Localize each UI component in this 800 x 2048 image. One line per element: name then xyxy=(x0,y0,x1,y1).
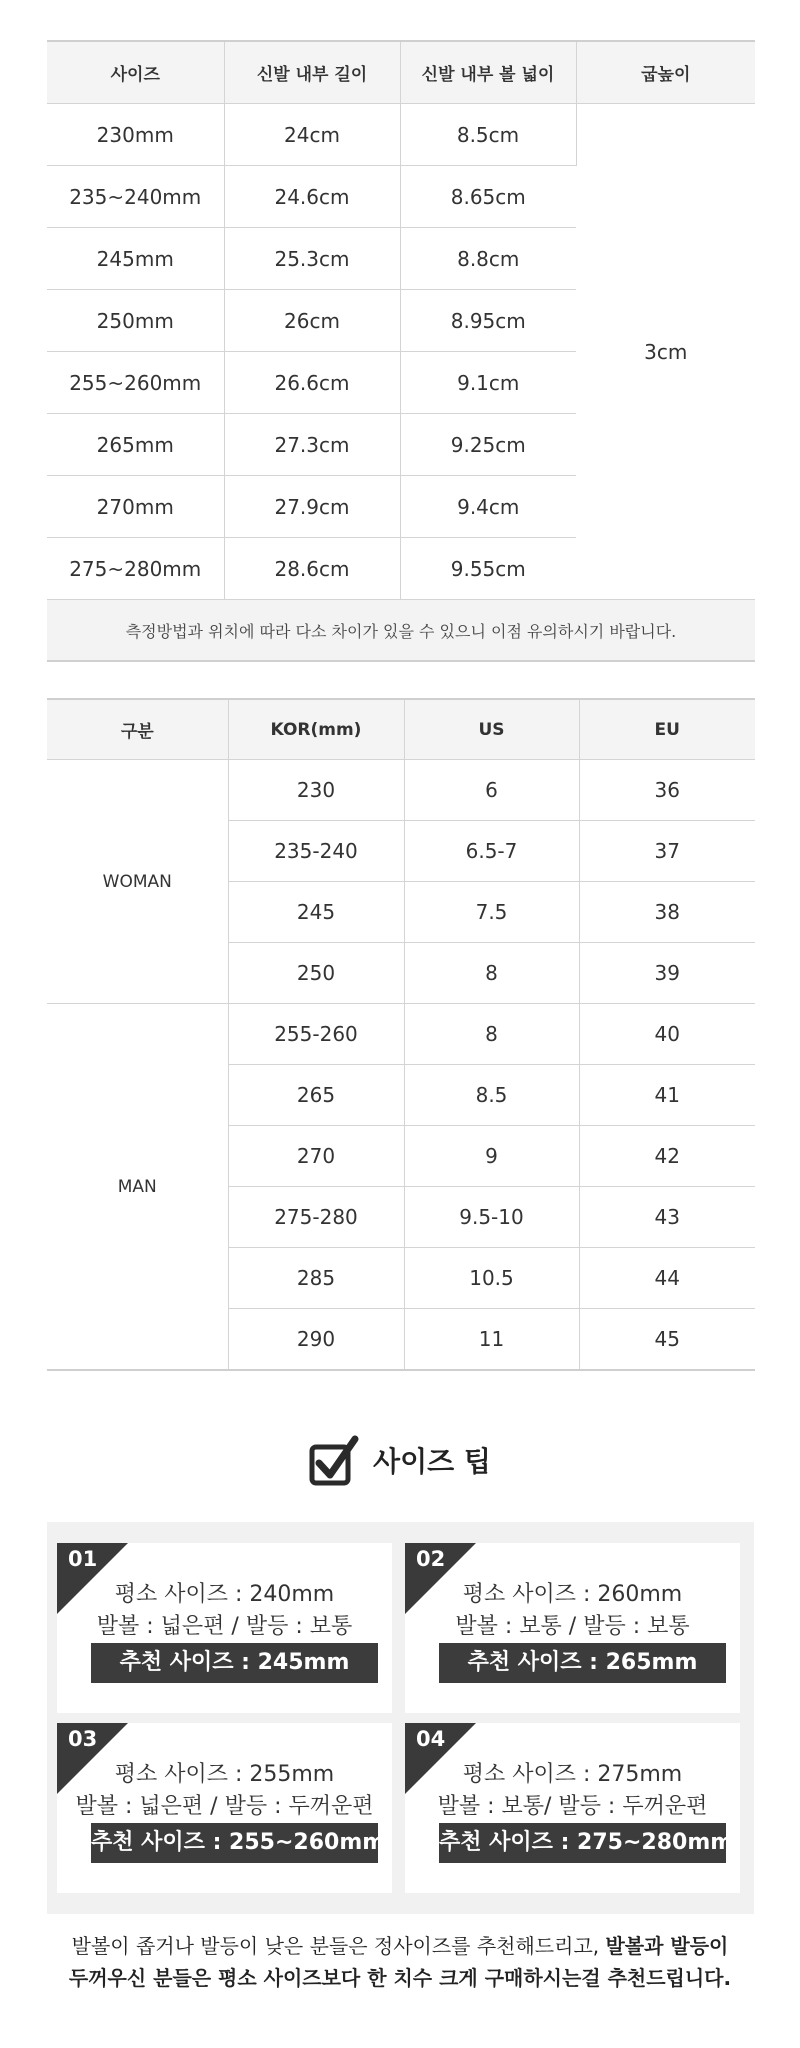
group-label-man: MAN xyxy=(47,1004,228,1371)
us-cell: 8 xyxy=(404,1004,579,1065)
header-category: 구분 xyxy=(47,699,228,760)
kor-cell: 270 xyxy=(228,1126,404,1187)
kor-cell: 290 xyxy=(228,1309,404,1371)
header-eu: EU xyxy=(579,699,755,760)
kor-cell: 250 xyxy=(228,943,404,1004)
size-cell: 270mm xyxy=(47,476,224,538)
size-cell: 235~240mm xyxy=(47,166,224,228)
recommendation-line-2 xyxy=(0,1962,800,1994)
eu-cell: 44 xyxy=(579,1248,755,1309)
recommended-size: 추천 사이즈 : 265mm xyxy=(439,1643,726,1683)
tip-card-04 xyxy=(405,1723,740,1893)
width-cell: 9.25cm xyxy=(400,414,576,476)
kor-cell: 255-260 xyxy=(228,1004,404,1065)
conversion-table-header xyxy=(47,699,755,760)
foot-shape: 발볼 : 보통/ 발등 : 두꺼운편 xyxy=(437,1794,708,1819)
eu-cell: 42 xyxy=(579,1126,755,1187)
usual-size: 평소 사이즈 : 240mm xyxy=(114,1582,335,1607)
us-cell: 8.5 xyxy=(404,1065,579,1126)
recommended-size: 추천 사이즈 : 245mm xyxy=(91,1643,378,1683)
header-heel-height: 굽높이 xyxy=(576,41,755,104)
measurement-note: 측정방법과 위치에 따라 다소 차이가 있을 수 있으니 이점 유의하시기 바랍니다. xyxy=(47,600,755,662)
recommendation-text xyxy=(0,1930,800,1994)
kor-cell: 235-240 xyxy=(228,821,404,882)
header-us: US xyxy=(404,699,579,760)
eu-cell: 38 xyxy=(579,882,755,943)
us-cell: 10.5 xyxy=(404,1248,579,1309)
length-cell: 24cm xyxy=(224,104,400,166)
eu-cell: 41 xyxy=(579,1065,755,1126)
eu-cell: 40 xyxy=(579,1004,755,1065)
kor-cell: 285 xyxy=(228,1248,404,1309)
foot-shape: 발볼 : 넓은편 / 발등 : 보통 xyxy=(96,1614,353,1639)
eu-cell: 39 xyxy=(579,943,755,1004)
length-cell: 28.6cm xyxy=(224,538,400,600)
size-cell: 245mm xyxy=(47,228,224,290)
width-cell: 8.95cm xyxy=(400,290,576,352)
size-cell: 265mm xyxy=(47,414,224,476)
foot-shape: 발볼 : 넓은편 / 발등 : 두꺼운편 xyxy=(75,1794,374,1819)
usual-size: 평소 사이즈 : 275mm xyxy=(462,1762,683,1787)
length-cell: 27.3cm xyxy=(224,414,400,476)
tip-card-02 xyxy=(405,1543,740,1713)
size-cell: 255~260mm xyxy=(47,352,224,414)
header-inner-length: 신발 내부 길이 xyxy=(224,41,400,104)
group-label-woman: WOMAN xyxy=(47,760,228,1004)
size-cell: 250mm xyxy=(47,290,224,352)
usual-size: 평소 사이즈 : 260mm xyxy=(462,1582,683,1607)
eu-cell: 45 xyxy=(579,1309,755,1371)
kor-cell: 245 xyxy=(228,882,404,943)
width-cell: 9.1cm xyxy=(400,352,576,414)
checkbox-check-icon xyxy=(309,1433,359,1487)
size-cell: 275~280mm xyxy=(47,538,224,600)
us-cell: 11 xyxy=(404,1309,579,1371)
size-conversion-table xyxy=(47,698,755,1371)
length-cell: 27.9cm xyxy=(224,476,400,538)
size-table-header xyxy=(47,41,755,104)
size-cell: 230mm xyxy=(47,104,224,166)
recommended-size: 추천 사이즈 : 275~280mm xyxy=(439,1823,726,1863)
tip-card-03 xyxy=(57,1723,392,1893)
us-cell: 6 xyxy=(404,760,579,821)
tip-card-01 xyxy=(57,1543,392,1713)
width-cell: 8.8cm xyxy=(400,228,576,290)
recommendation-bold-1: 발볼과 발등이 xyxy=(605,1934,729,1958)
recommendation-normal: 발볼이 좁거나 발등이 낮은 분들은 정사이즈를 추천해드리고, xyxy=(71,1934,606,1958)
us-cell: 8 xyxy=(404,943,579,1004)
heel-height-cell: 3cm xyxy=(576,104,755,600)
recommendation-bold-2: 두꺼우신 분들은 평소 사이즈보다 한 치수 크게 구매하시는걸 추천드립니다. xyxy=(68,1966,732,1990)
eu-cell: 37 xyxy=(579,821,755,882)
us-cell: 9.5-10 xyxy=(404,1187,579,1248)
tip-number: 02 xyxy=(416,1547,446,1571)
table-row xyxy=(47,104,755,166)
foot-shape: 발볼 : 보통 / 발등 : 보통 xyxy=(455,1614,690,1639)
width-cell: 9.4cm xyxy=(400,476,576,538)
length-cell: 24.6cm xyxy=(224,166,400,228)
length-cell: 26.6cm xyxy=(224,352,400,414)
header-kor: KOR(mm) xyxy=(228,699,404,760)
eu-cell: 43 xyxy=(579,1187,755,1248)
usual-size: 평소 사이즈 : 255mm xyxy=(114,1762,335,1787)
us-cell: 6.5-7 xyxy=(404,821,579,882)
tip-number: 04 xyxy=(416,1727,446,1751)
eu-cell: 36 xyxy=(579,760,755,821)
kor-cell: 265 xyxy=(228,1065,404,1126)
kor-cell: 230 xyxy=(228,760,404,821)
header-size: 사이즈 xyxy=(47,41,224,104)
recommended-size: 추천 사이즈 : 255~260mm xyxy=(91,1823,378,1863)
length-cell: 25.3cm xyxy=(224,228,400,290)
recommendation-line-1 xyxy=(0,1930,800,1962)
note-row xyxy=(47,600,755,662)
tip-number: 03 xyxy=(68,1727,98,1751)
table-row xyxy=(47,1004,755,1065)
us-cell: 7.5 xyxy=(404,882,579,943)
table-row xyxy=(47,760,755,821)
length-cell: 26cm xyxy=(224,290,400,352)
size-tip-panel xyxy=(47,1522,754,1914)
width-cell: 9.55cm xyxy=(400,538,576,600)
size-table xyxy=(47,40,755,662)
us-cell: 9 xyxy=(404,1126,579,1187)
width-cell: 8.65cm xyxy=(400,166,576,228)
tip-number: 01 xyxy=(68,1547,98,1571)
width-cell: 8.5cm xyxy=(400,104,576,166)
size-tip-title: 사이즈 팁 xyxy=(373,1445,491,1478)
size-tip-heading xyxy=(0,1433,800,1487)
kor-cell: 275-280 xyxy=(228,1187,404,1248)
header-inner-width: 신발 내부 볼 넓이 xyxy=(400,41,576,104)
